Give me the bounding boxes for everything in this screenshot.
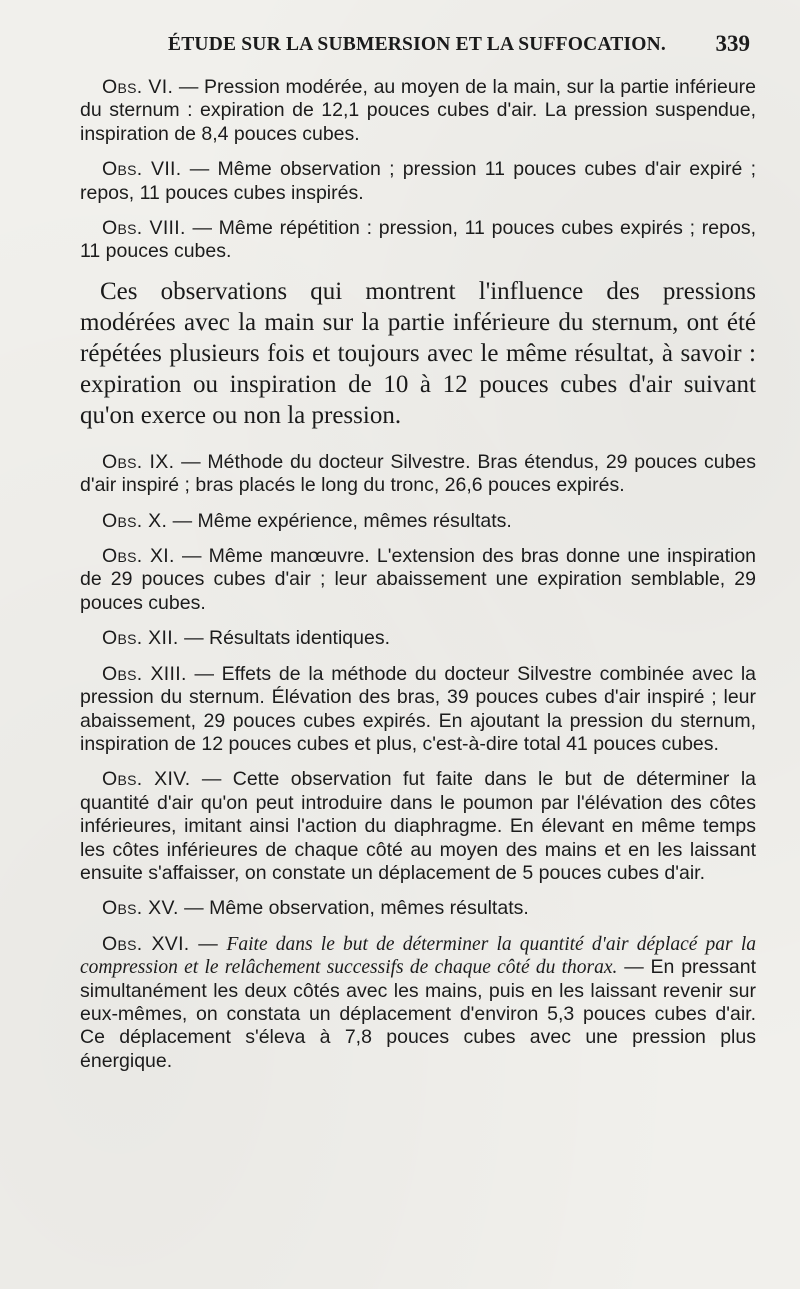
observation-text: — Même expérience, mêmes résultats. <box>172 509 512 532</box>
observation-paragraph <box>80 510 756 533</box>
observation-dash: — <box>198 932 218 955</box>
observation-label: Obs. XV. <box>102 897 179 920</box>
body-text <box>80 76 756 1085</box>
observation-label: Obs. XVI. <box>102 932 190 955</box>
observation-label: Obs. X. <box>102 509 168 532</box>
observation-text: — En pressant simultanément les deux côtés avec les mains, puis en les laissant revenir sur eux-mêmes, on constata un déplacement d'environ 5,3 pouces cubes d'air. Ce déplacement s'éleva à 7,8 pouces cubes avec une pression plus énergique. <box>80 956 756 1072</box>
observation-label: Obs. XI. <box>102 545 175 568</box>
page-number: 339 <box>715 31 750 56</box>
observation-text: — Même répétition : pression, 11 pouces cubes expirés ; repos, 11 pouces cubes. <box>80 217 756 263</box>
observation-label: Obs. VI. <box>102 76 174 98</box>
observation-text: — Résultats identiques. <box>184 627 391 650</box>
observation-text: — Même observation, mêmes résultats. <box>184 897 529 920</box>
observation-paragraph <box>80 158 756 205</box>
observation-text: — Méthode du docteur Silvestre. Bras étendus, 29 pouces cubes d'air inspiré ; bras placés le long du tronc, 26,6 pouces expirés. <box>80 450 757 497</box>
observation-italic-text: Faite dans le but de déterminer la quantité d'air déplacé par la compression et le relâchement successifs de chaque côté du thorax. <box>80 933 756 979</box>
observation-label: Obs. XIV. <box>102 768 191 791</box>
observation-text: — Cette observation fut faite dans le but de déterminer la quantité d'air qu'on peut introduire dans le poumon par l'élévation des côtes inférieures, imitant ainsi l'action du diaphragme. En élevant en même temps les côtes inférieures de chaque côté au moyen des mains et en les laissant ensuite s'affaisser, on constate un déplacement de 5 pouces cubes d'air. <box>80 768 757 884</box>
observation-label: Obs. XIII. <box>102 662 187 685</box>
summary-paragraph: Ces observations qui montrent l'influence des pressions modérées avec la main sur la partie inférieure du sternum, ont été répétées plusieurs fois et toujours avec le même résultat, à savoir : expiration ou inspiration de 10 à 12 pouces cubes d'air suivant qu'on exerce ou non la pression. <box>80 277 756 429</box>
observation-paragraph <box>80 897 756 920</box>
observation-paragraph <box>80 933 756 1073</box>
observation-paragraph <box>80 768 756 885</box>
observation-label: Obs. XII. <box>102 627 179 650</box>
observation-paragraph <box>80 451 756 498</box>
observation-text: — Pression modérée, au moyen de la main, sur la partie inférieure du sternum : expiration de 12,1 pouces cubes d'air. La pression suspendue, inspiration de 8,4 pouces cubes. <box>80 76 757 145</box>
observation-label: Obs. IX. <box>102 450 175 473</box>
observation-paragraph <box>80 663 756 757</box>
observation-label: Obs. VIII. <box>102 217 186 240</box>
observation-text: — Même manœuvre. L'extension des bras donne une inspiration de 29 pouces cubes d'air ; leur abaissement une expiration semblable, 29 pouces cubes. <box>80 545 757 614</box>
observation-paragraph <box>80 627 756 650</box>
observation-paragraph <box>80 545 756 615</box>
observation-text: — Effets de la méthode du docteur Silvestre combinée avec la pression du sternum. Élévation des bras, 39 pouces cubes d'air inspiré ; leur abaissement, 29 pouces cubes expirés. En ajoutant la pression du sternum, inspiration de 12 pouces cubes et plus, c'est-à-dire total 41 pouces cubes. <box>80 662 757 755</box>
observation-paragraph <box>80 76 756 146</box>
observation-paragraph <box>80 217 756 264</box>
running-head <box>0 31 800 64</box>
observation-text: — Même observation ; pression 11 pouces cubes d'air expiré ; repos, 11 pouces cubes inspirés. <box>80 158 757 204</box>
observation-label: Obs. VII. <box>102 158 182 181</box>
running-title: ÉTUDE SUR LA SUBMERSION ET LA SUFFOCATION. <box>168 34 666 55</box>
